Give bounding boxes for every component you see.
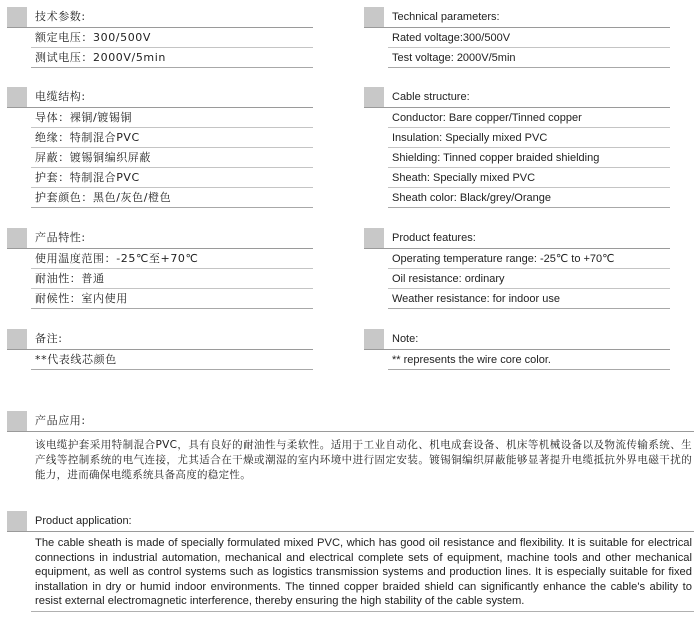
square-bullet-icon [7,411,27,431]
square-bullet-icon [7,228,27,248]
section-header [7,511,694,532]
divider [31,611,694,612]
spec-text: 测试电压：2000V/5min [35,51,166,64]
spec-text: Rated voltage:300/500V [392,32,511,44]
section-title: 产品应用: [35,414,86,427]
square-bullet-icon [7,511,27,531]
spec-row [364,188,670,208]
section-title: 技术参数: [35,10,86,23]
square-bullet-icon [364,7,384,27]
spec-text: 屏蔽：镀锡铜编织屏蔽 [35,151,151,164]
section-title: 产品特性: [35,231,86,244]
square-bullet-icon [7,329,27,349]
section-header [364,7,670,28]
spec-row [7,108,313,128]
product-application-section-cn [7,411,694,481]
spec-row [7,269,313,289]
spec-text: Sheath: Specially mixed PVC [392,172,536,184]
spec-text: ** represents the wire core color. [392,354,551,366]
spec-row [7,48,313,68]
spec-row [364,269,670,289]
square-bullet-icon [7,7,27,27]
spec-text: Sheath color: Black/grey/Orange [392,192,551,204]
section-title: 备注: [35,332,63,345]
spec-text: **代表线芯颜色 [35,353,117,366]
square-bullet-icon [364,87,384,107]
section-title: Cable structure: [392,91,470,103]
section-header [7,411,694,432]
spec-row [364,249,670,269]
section-title: Product features: [392,232,476,244]
spec-text: Oil resistance: ordinary [392,273,505,285]
application-paragraph-en: The cable sheath is made of specially formulated mixed PVC, which has good oil resistance and flexibility. It is suitable for electrical connections in industrial automation, mechanical and electrical complete sets of equipment, machine tools and other mechanical equipment, as well as control systems such as logistics transmission systems and production lines. It is especially suitable for fixed installation in dry or humid indoor environments. The tinned copper braided shield can significantly enhance the cable's ability to resist external electromagnetic interference, thereby ensuring the high stability of the cable system. [35,537,692,608]
product-application-section-en [7,511,694,608]
spec-row [7,128,313,148]
spec-text: 护套：特制混合PVC [35,171,140,184]
spec-text: 护套颜色：黑色/灰色/橙色 [35,191,172,204]
square-bullet-icon [364,228,384,248]
application-paragraph-cn: 该电缆护套采用特制混合PVC，具有良好的耐油性与柔软性。适用于工业自动化、机电成套设备、机床等机械设备以及物流传输系统、生产线等控制系统的电气连接，尤其适合在干燥或潮湿的室内环境中进行固定安装。镀锡铜编织屏蔽能够显著提升电缆抵抗外界电磁干扰的能力，进而确保电缆系统具备高度的稳定性。 [35,439,692,481]
spec-text: 额定电压：300/500V [35,31,152,44]
spec-row [7,289,313,309]
spec-row [7,168,313,188]
spec-row [7,249,313,269]
spec-text: 绝缘：特制混合PVC [35,131,140,144]
section-title: Product application: [35,515,132,527]
spec-row [364,28,670,48]
spec-row [364,128,670,148]
spec-text: Operating temperature range: -25℃ to +70℃ [392,253,615,265]
spec-row [364,148,670,168]
section-header [364,329,670,350]
tech-params-section-en [364,7,670,68]
spec-text: 使用温度范围：-25℃至+70℃ [35,252,199,265]
section-title: 电缆结构: [35,90,86,103]
spec-text: 耐候性：室内使用 [35,292,128,305]
spec-text: 导体：裸铜/镀锡铜 [35,111,133,124]
product-features-section-en [364,228,670,309]
section-header [7,228,313,249]
note-section-en [364,329,670,370]
spec-text: Shielding: Tinned copper braided shielding [392,152,600,164]
spec-text: 耐油性：普通 [35,272,105,285]
square-bullet-icon [7,87,27,107]
spec-row [7,28,313,48]
spec-text: Insulation: Specially mixed PVC [392,132,548,144]
section-header [364,228,670,249]
spec-row [364,168,670,188]
tech-params-section-cn [7,7,313,68]
section-header [7,87,313,108]
section-title: Note: [392,333,419,345]
section-title: Technical parameters: [392,11,500,23]
spec-row [364,48,670,68]
product-features-section-cn [7,228,313,309]
spec-row [364,108,670,128]
spec-row [7,188,313,208]
spec-row [7,148,313,168]
spec-text: Conductor: Bare copper/Tinned copper [392,112,582,124]
spec-text: Weather resistance: for indoor use [392,293,560,305]
cable-structure-section-cn [7,87,313,208]
section-header [7,329,313,350]
note-section-cn [7,329,313,370]
square-bullet-icon [364,329,384,349]
spec-text: Test voltage: 2000V/5min [392,52,516,64]
cable-structure-section-en [364,87,670,208]
spec-row [364,350,670,370]
section-header [7,7,313,28]
spec-row [7,350,313,370]
spec-row [364,289,670,309]
section-header [364,87,670,108]
